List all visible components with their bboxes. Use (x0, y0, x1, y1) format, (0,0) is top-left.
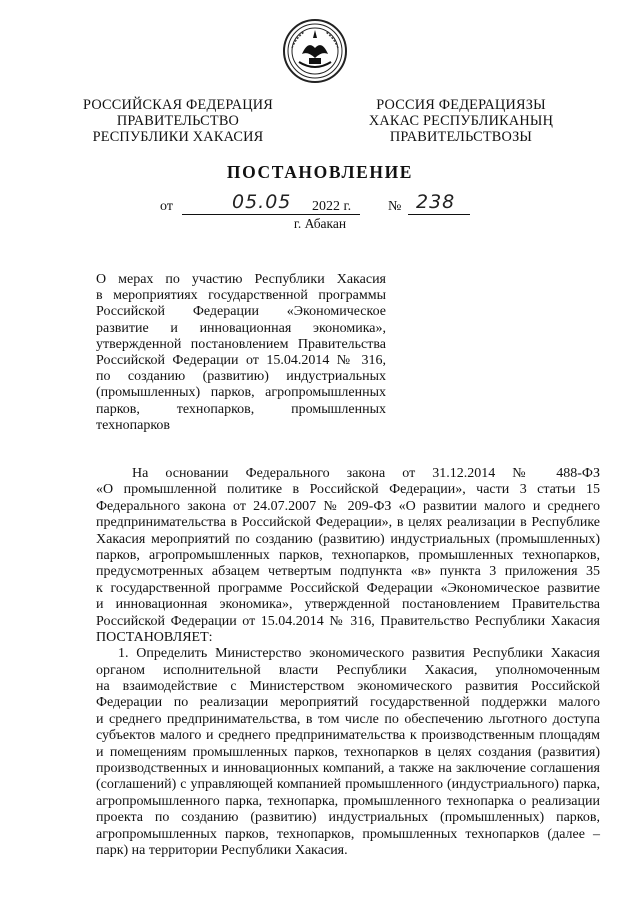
city: г. Абакан (293, 216, 347, 231)
body-line: агропромышленного парка, технопарка, промышленного технопарка о реализации (96, 793, 600, 809)
header-right (356, 97, 566, 145)
handwritten-date: 05.05 (232, 191, 292, 213)
body-line: на взаимодействие с Министерством экономического развития Российской (96, 679, 600, 695)
header-left-line: ПРАВИТЕЛЬСТВО (116, 113, 240, 129)
body-line: «О промышленной политике в Российской Федерации», части 3 статьи 15 (96, 482, 600, 498)
body-line: агропромышленных парков, технопарков, промышленных технопарков (далее – (96, 826, 600, 842)
body-line: На основании Федерального закона от 31.12.2014 № 488-ФЗ (132, 466, 600, 481)
body-line: органом исполнительной власти Республики Хакасия, уполномоченным (96, 662, 600, 678)
handwritten-number: 238 (416, 191, 456, 213)
header-right-line: ХАКАС РЕСПУБЛИКАНЫҢ (368, 113, 554, 129)
body-line: (соглашений) с управляющей компанией промышленного (индустриального) парка, (96, 777, 600, 793)
body-line: Хакасия мероприятий по созданию (развитию) индустриальных (промышленных) (96, 531, 600, 547)
subject-line: Российской Федерации от 15.04.2014 № 316, (96, 352, 386, 368)
body-line: и среднего предпринимательства, в том числе по обеспечению льготного доступа (96, 711, 600, 727)
body-line: Федерального закона от 24.07.2007 № 209-ФЗ «О развитии малого и среднего (96, 498, 600, 514)
body-line: проекта по созданию (развитию) индустриальных (промышленных) парков, (96, 810, 600, 826)
body-line: Российской Федерации от 15.04.2014 № 316, Правительство Республики Хакасия (96, 613, 600, 629)
body-line: Федерации по реализации мероприятий государственной поддержки малого (96, 695, 600, 711)
header-right-line: ПРАВИТЕЛЬСТВОЗЫ (389, 129, 533, 145)
body-line: субъектов малого и среднего предпринимательства к производственным площадям (96, 728, 600, 744)
subject-line: (промышленных) парков, агропромышленных (96, 385, 386, 401)
body-line: парков, агропромышленных парков, технопарков, промышленных технопарков, (96, 547, 600, 563)
body-line: производственных и инновационных компаний, а также на заключение соглашения (96, 761, 600, 777)
subject-line: развитие и инновационная экономика», (96, 320, 386, 336)
date-prefix: от (160, 199, 173, 214)
body-line: предпринимательства в Российской Федерации», в целях реализации в Республике (96, 515, 600, 531)
number-sign: № (388, 199, 402, 214)
body-line-resolves: ПОСТАНОВЛЯЕТ: (96, 629, 213, 645)
subject-line: по созданию (развитию) индустриальных (96, 369, 386, 385)
subject-block (96, 272, 386, 434)
body-line: к государственной программе Российской Федерации «Экономическое развитие (96, 580, 600, 596)
header-left-line: РОССИЙСКАЯ ФЕДЕРАЦИЯ (83, 97, 273, 113)
subject-line: Российской Федерации «Экономическое (96, 304, 386, 320)
number-underline (408, 214, 470, 215)
body-line: 1. Определить Министерство экономического развития Республики Хакасия (118, 646, 600, 662)
document-type-title: ПОСТАНОВЛЕНИЕ (226, 162, 414, 182)
subject-line: в мероприятиях государственной программы (96, 288, 386, 304)
body-text (96, 466, 600, 859)
coat-of-arms-emblem (282, 18, 348, 84)
body-line: парк) на территории Республики Хакасия. (96, 842, 348, 858)
body-line: и инновационная экономика», утвержденной постановлением Правительства (96, 597, 600, 613)
header-right-line: РОССИЯ ФЕДЕРАЦИЯЗЫ (376, 97, 546, 113)
header-left (78, 97, 278, 145)
body-line: и помещениям промышленных парков, технопарков в целях создания (развития) (96, 744, 600, 760)
header-left-line: РЕСПУБЛИКИ ХАКАСИЯ (92, 129, 264, 145)
subject-line: утвержденной постановлением Правительства (96, 336, 386, 352)
subject-line: парков, технопарков, промышленных (96, 401, 386, 417)
subject-line: О мерах по участию Республики Хакасия (96, 272, 386, 287)
subject-line: технопарков (96, 417, 171, 433)
date-year: 2022 г. (312, 199, 352, 214)
body-line: предусмотренных абзацем четвертым подпункта «в» пункта 3 приложения 35 (96, 564, 600, 580)
